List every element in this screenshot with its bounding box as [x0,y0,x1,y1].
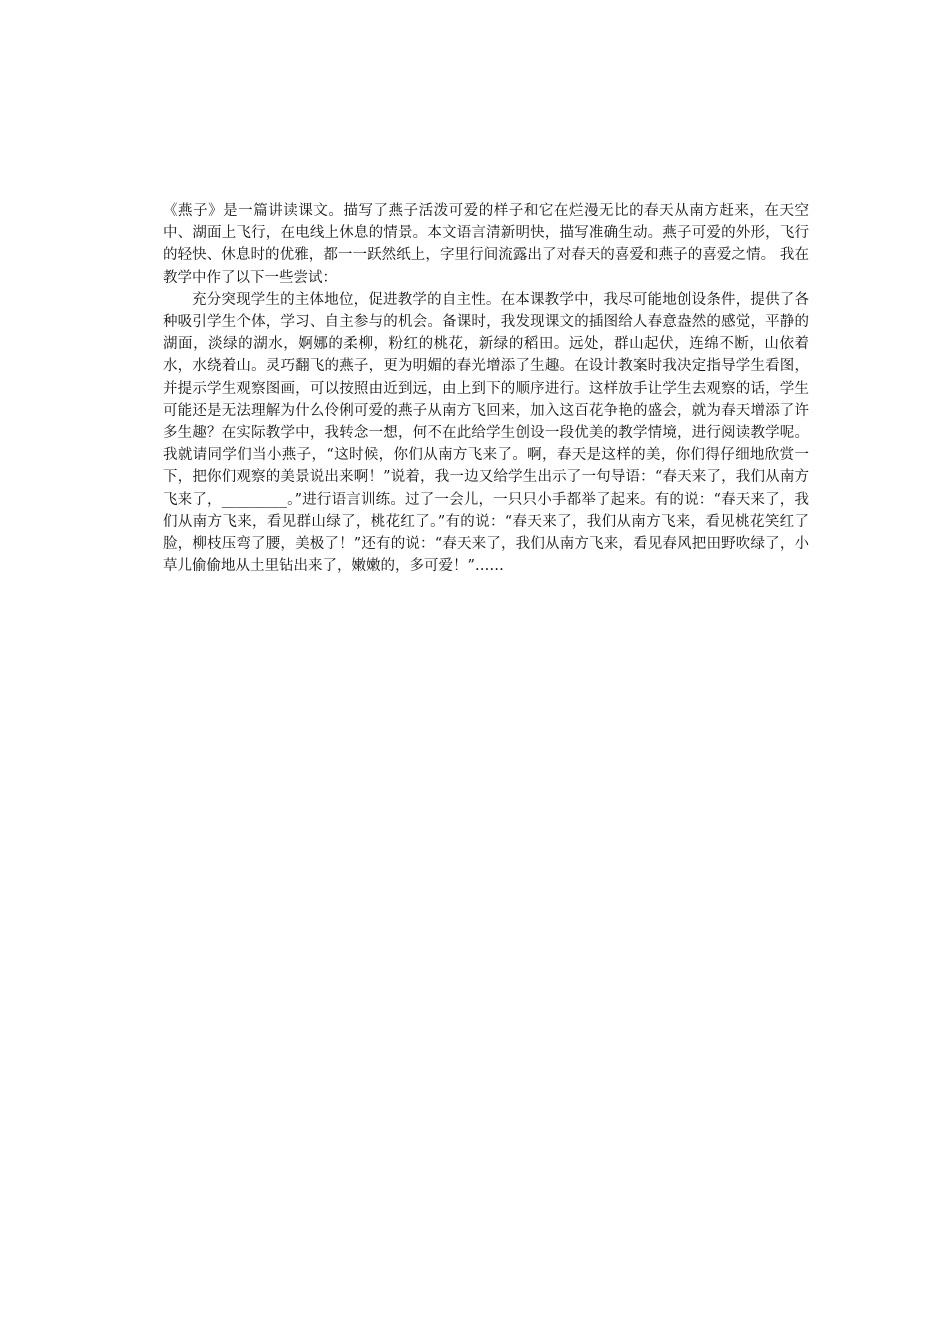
paragraph-intro: 《燕子》是一篇讲读课文。描写了燕子活泼可爱的样子和它在烂漫无比的春天从南方赶来，在天空中、湖面上飞行，在电线上休息的情景。本文语言清新明快，描写准确生动。燕子可爱的外形，飞行的轻快、休息时的优雅，都一一跃然纸上，字里行间流露出了对春天的喜爱和燕子的喜爱之情。 我在教学中作了以下一些尝试： [163,203,809,286]
paragraph-teaching-practice: 充分突现学生的主体地位，促进教学的自主性。在本课教学中，我尽可能地创设条件，提供了各种吸引学生个体，学习、自主参与的机会。备课时，我发现课文的插图给人春意盎然的感觉，平静的湖面，淡绿的湖水，婀娜的柔柳，粉红的桃花，新绿的稻田。远处，群山起伏，连绵不断，山依着水，水绕着山。灵巧翻飞的燕子，更为明媚的春光增添了生趣。在设计教案时我决定指导学生看图，并提示学生观察图画，可以按照由近到远，由上到下的顺序进行。这样放手让学生去观察的话，学生可能还是无法理解为什么伶俐可爱的燕子从南方飞回来，加入这百花争艳的盛会，就为春天增添了许多生趣？在实际教学中，我转念一想，何不在此给学生创设一段优美的教学情境，进行阅读教学呢。我就请同学们当小燕子，“这时候，你们从南方飞来了。啊，春天是这样的美，你们得仔细地欣赏一下，把你们观察的美景说出来啊！”说着，我一边又给学生出示了一句导语：“春天来了，我们从南方飞来了，_________。”进行语言训练。过了一会儿，一只只小手都举了起来。有的说：“春天来了，我们从南方飞来，看见群山绿了，桃花红了。”有的说：“春天来了，我们从南方飞来，看见桃花笑红了脸，柳枝压弯了腰，美极了！”还有的说：“春天来了，我们从南方飞来，看见春风把田野吹绿了，小草儿偷偷地从土里钻出来了，嫩嫩的，多可爱！”…… [163,291,809,575]
document-body [163,200,809,577]
